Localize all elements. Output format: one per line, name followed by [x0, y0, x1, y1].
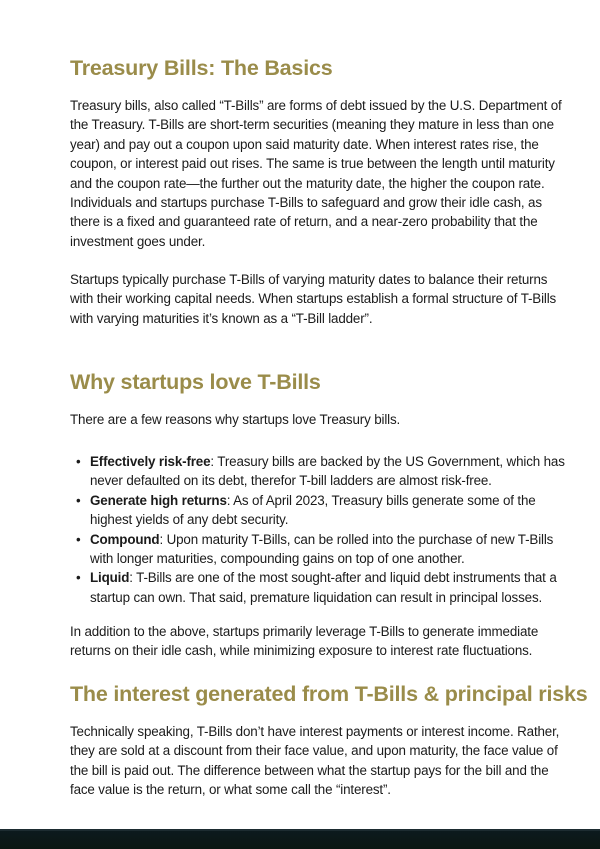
basics-paragraph-1: Treasury bills, also called “T-Bills” are forms of debt issued by the U.S. Department of the Treasury. T-Bills are short-term securities (meaning they mature in less than one year) and pay out a coupon upon said maturity date. When interest rates rise, the coupon, or interest paid out rises. The same is true between the length until maturity and the coupon rate—the further out the maturity date, the higher the coupon rate. Individuals and startups purchase T-Bills to safeguard and grow their idle cash, as there is a fixed and guaranteed rate of return, and a near-zero probability that the investment goes under. — [70, 98, 562, 249]
bullet-glyph: • — [76, 570, 81, 586]
why-intro: There are a few reasons why startups love Treasury bills. — [70, 412, 401, 427]
bullet-text: : T-Bills are one of the most sought-after and liquid debt instruments that a startup can own. That said, premature liquidation can result in principal losses. — [90, 570, 557, 605]
list-item — [76, 568, 572, 607]
bullet-glyph: • — [76, 531, 81, 547]
bullet-term: Liquid — [90, 570, 130, 586]
bullet-term: Generate high returns — [90, 492, 227, 508]
section-heading-interest: The interest generated from T-Bills & principal risks — [70, 682, 588, 706]
interest-paragraph: Technically speaking, T-Bills don’t have interest payments or interest income. Rather, they are sold at a discount from their face value, and upon maturity, the face value of the bill is paid out. The difference between what the startup pays for the bill and the face value is the return, or what some call the “interest”. — [70, 724, 560, 798]
bullet-text: : As of April 2023, Treasury bills generate some of the highest yields of any debt security. — [90, 492, 536, 528]
bullet-text: : Upon maturity T-Bills, can be rolled into the purchase of new T-Bills with longer maturities, compounding gains on top of one another. — [90, 531, 554, 567]
section-heading-why: Why startups love T-Bills — [70, 370, 321, 394]
bullet-glyph: • — [76, 454, 81, 469]
bullet-glyph: • — [76, 492, 81, 508]
list-item — [76, 491, 572, 530]
footer-rule — [0, 829, 600, 831]
basics-paragraph-2: Startups typically purchase T-Bills of varying maturity dates to balance their returns with their working capital needs. When startups establish a formal structure of T-Bills with varying maturities it’s known as a “T-Bill ladder”. — [70, 272, 557, 326]
bullet-term: Effectively risk-free — [90, 454, 211, 469]
bullet-text: : Treasury bills are backed by the US Government, which has never defaulted on its debt, therefor T-bill ladders are almost risk-free. — [90, 454, 565, 489]
reasons-list — [76, 452, 572, 607]
why-outro: In addition to the above, startups primarily leverage T-Bills to generate immediate returns on their idle cash, while minimizing exposure to interest rate fluctuations. — [70, 624, 539, 659]
footer-bar — [0, 829, 600, 849]
bullet-term: Compound — [90, 531, 160, 547]
list-item — [76, 530, 572, 569]
section-heading-basics: Treasury Bills: The Basics — [70, 56, 333, 80]
list-item — [76, 452, 572, 491]
